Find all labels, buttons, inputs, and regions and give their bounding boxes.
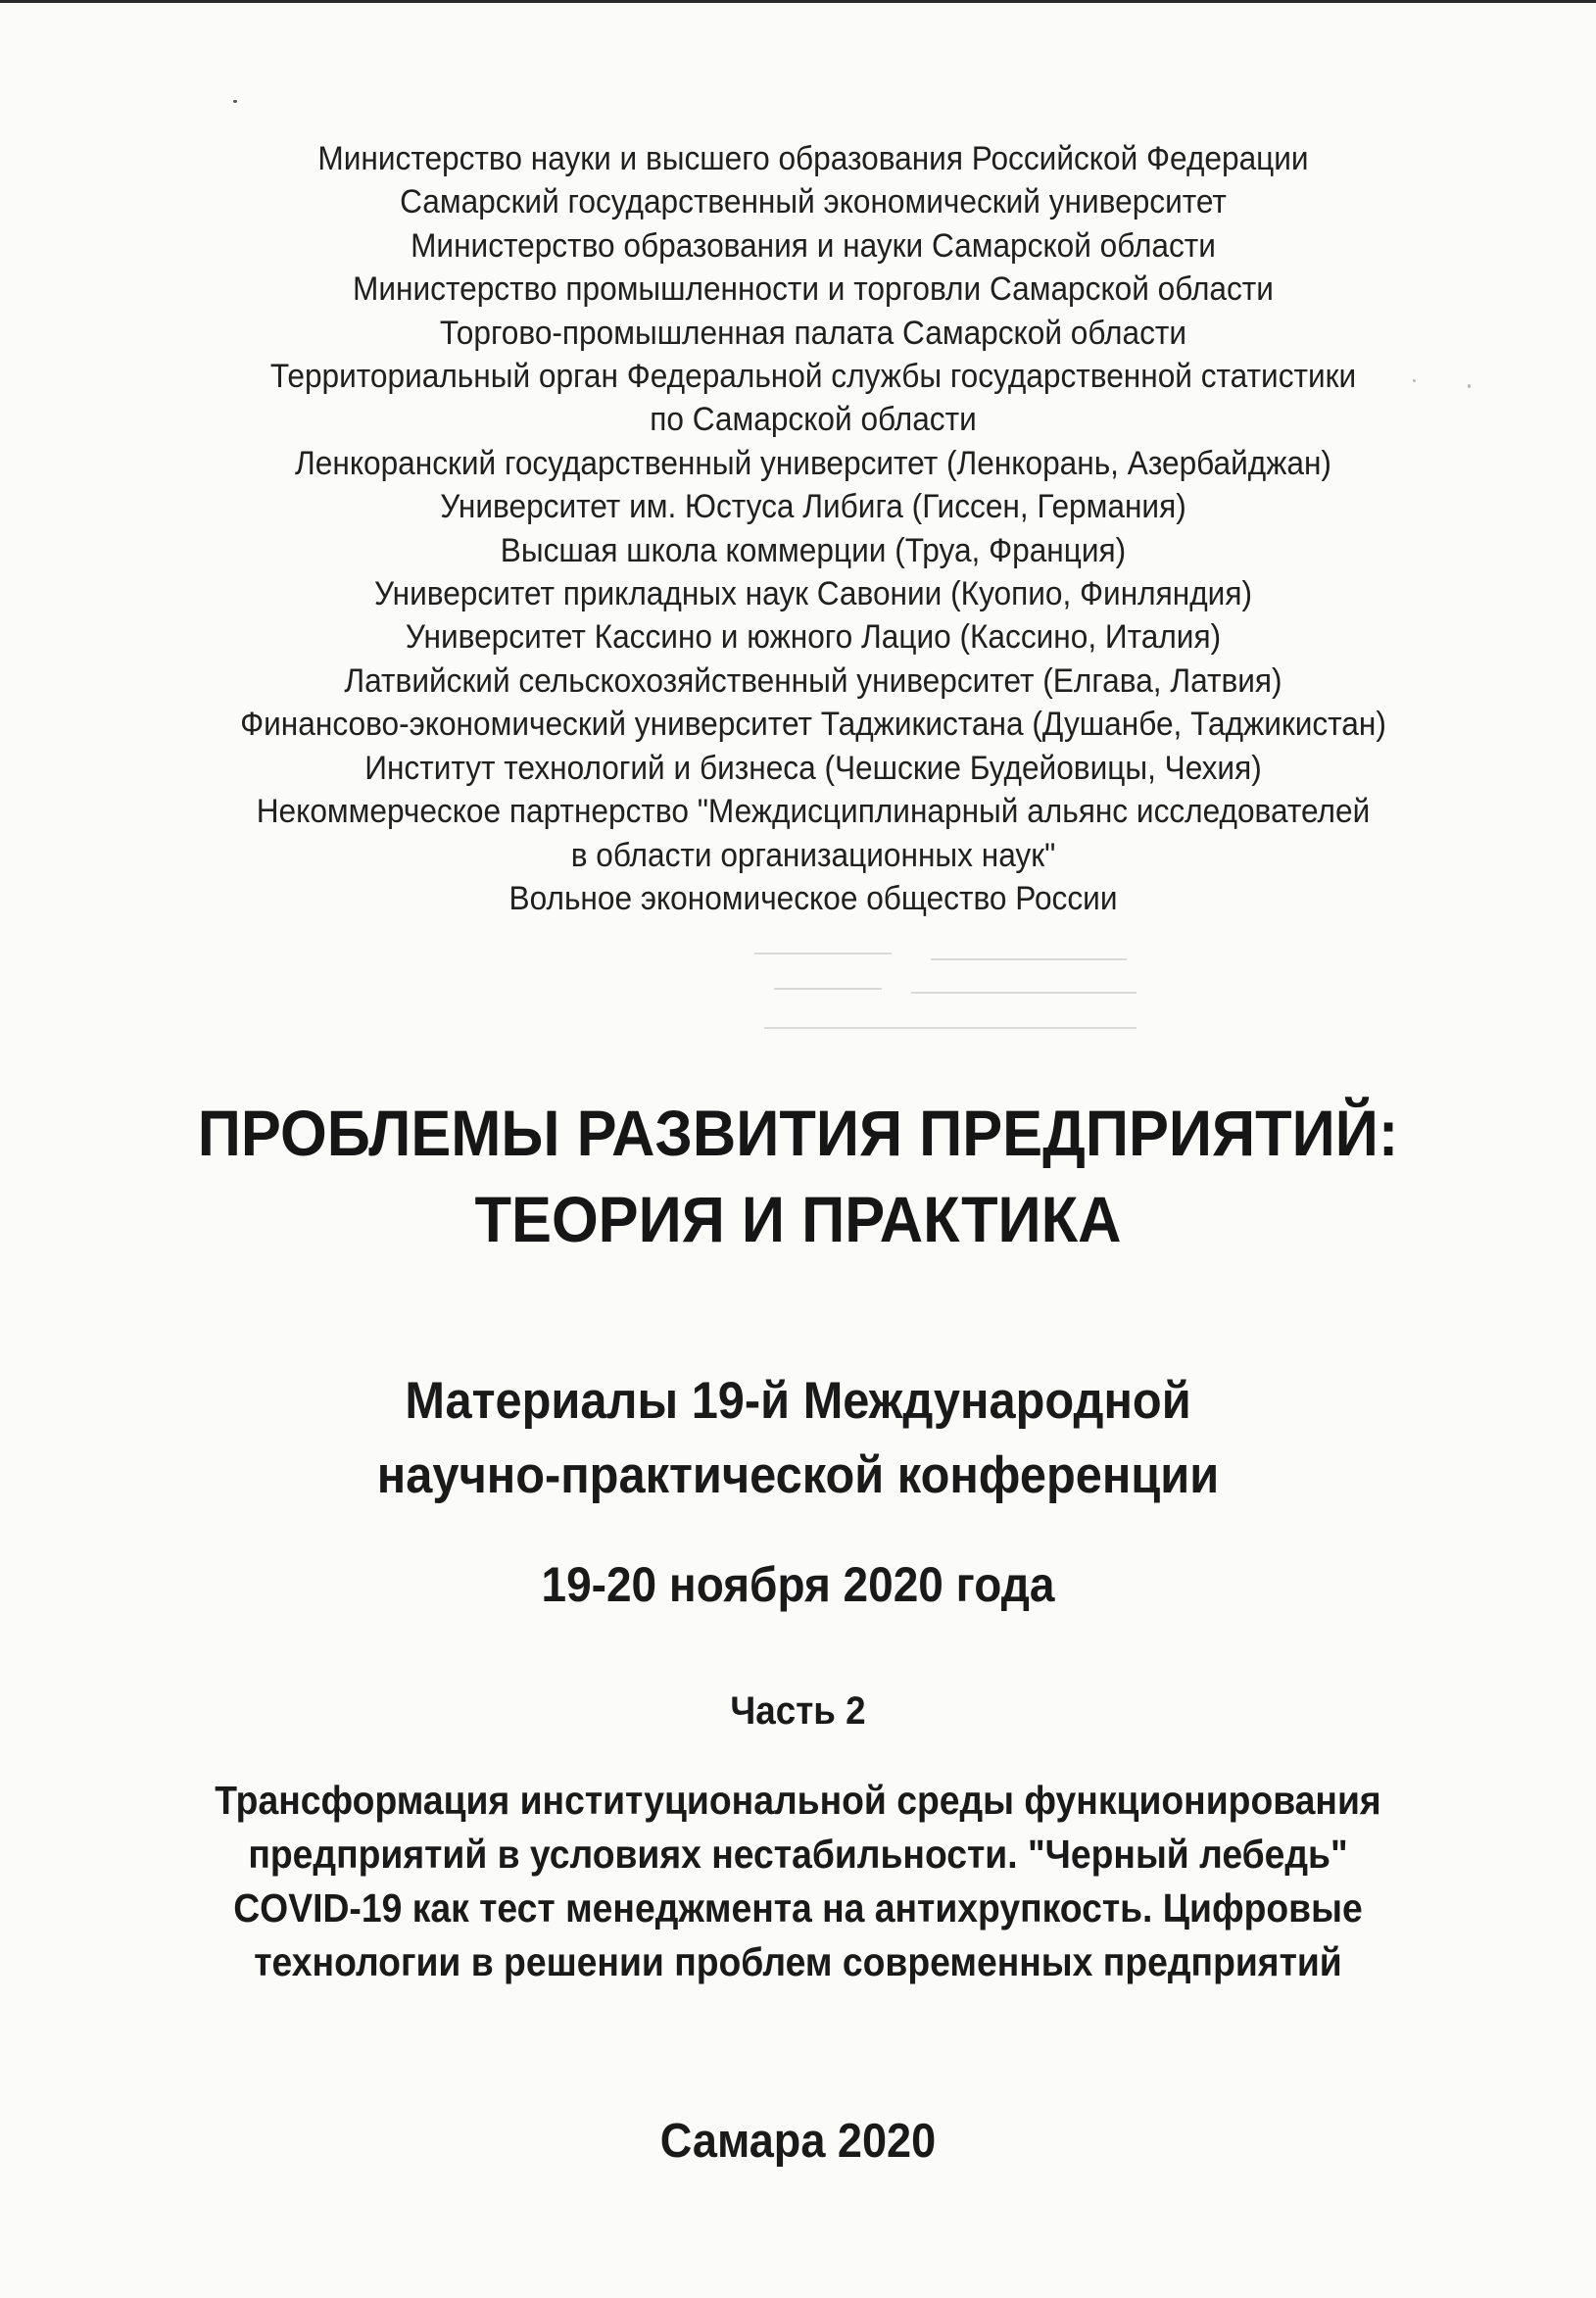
organizer-line: Институт технологий и бизнеса (Чешские Будейовицы, Чехия)	[364, 749, 1262, 787]
publication-city-year: Самара 2020	[659, 2115, 937, 2168]
main-title	[111, 1090, 1485, 1262]
organizer-line: Университет им. Юстуса Либига (Гиссен, Германия)	[440, 488, 1186, 526]
organizer-line: Торгово-промышленная палата Самарской области	[439, 314, 1187, 352]
organizer-line: Самарский государственный экономический университет	[400, 183, 1227, 221]
main-title-line: ПРОБЛЕМЫ РАЗВИТИЯ ПРЕДПРИЯТИЙ:	[197, 1097, 1399, 1169]
scan-speck	[1468, 384, 1471, 388]
organizer-line: Университет прикладных наук Савонии (Куопио, Финляндия)	[373, 575, 1252, 613]
topic-line: Трансформация институциональной среды функционирования	[215, 1778, 1381, 1823]
organizer-line: в области организационных наук"	[570, 836, 1056, 874]
organizer-line: Министерство промышленности и торговли Самарской области	[353, 270, 1274, 309]
volume-part: Часть 2	[730, 1689, 866, 1733]
section-topic	[197, 1774, 1400, 1989]
topic-line: предприятий в условиях нестабильности. "Черный лебедь"	[248, 1832, 1348, 1877]
organizer-line: Вольное экономическое общество России	[508, 879, 1118, 917]
main-title-line: ТЕОРИЯ И ПРАКТИКА	[474, 1183, 1122, 1255]
scan-speck	[233, 100, 237, 103]
organizer-line: Финансово-экономический университет Таджикистана (Душанбе, Таджикистан)	[240, 706, 1386, 744]
organizer-line: Министерство науки и высшего образования Российской Федерации	[317, 140, 1309, 177]
subtitle-line: научно-практической конференции	[376, 1446, 1220, 1504]
organizers-list	[221, 137, 1406, 920]
conference-dates: 19-20 ноября 2020 года	[541, 1557, 1055, 1612]
organizer-line: Латвийский сельскохозяйственный университет (Елгава, Латвия)	[344, 661, 1282, 700]
topic-line: COVID-19 как тест менеджмента на антихрупкость. Цифровые	[233, 1885, 1363, 1931]
organizer-line: Высшая школа коммерции (Труа, Франция)	[500, 531, 1127, 569]
conference-subtitle	[118, 1364, 1477, 1513]
organizer-line: Ленкоранский государственный университет (Ленкорань, Азербайджан)	[295, 444, 1331, 482]
organizer-line: Некоммерческое партнерство "Междисциплинарный альянс исследователей	[256, 793, 1371, 831]
organizer-line: Министерство образования и науки Самарской области	[411, 226, 1216, 265]
scan-top-edge	[0, 0, 1596, 3]
organizer-line: Университет Кассино и южного Лацио (Кассино, Италия)	[405, 618, 1222, 657]
topic-line: технологии в решении проблем современных предприятий	[254, 1939, 1342, 1984]
organizer-line: по Самарской области	[650, 401, 977, 439]
faint-stamp-residue	[745, 941, 1166, 1058]
scan-speck	[1413, 379, 1416, 382]
organizer-line: Территориальный орган Федеральной службы государственной статистики	[269, 358, 1357, 396]
subtitle-line: Материалы 19-й Международной	[405, 1372, 1191, 1430]
